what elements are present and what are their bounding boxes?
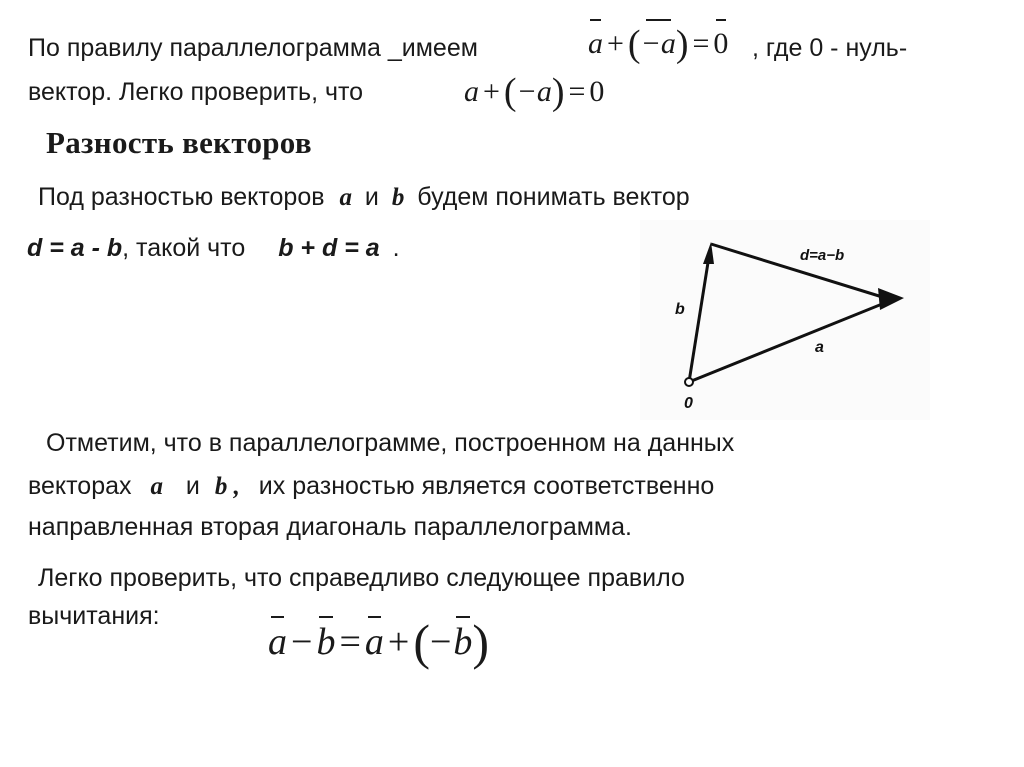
definition-relation: b + d = a xyxy=(278,234,380,262)
definition-line-2 xyxy=(27,233,400,263)
formula-var-a: a xyxy=(464,75,479,108)
definition-var-b: b xyxy=(391,184,405,211)
formula-neg-a: −a xyxy=(640,27,676,60)
formula-zero: 0 xyxy=(589,75,605,108)
definition-end: . xyxy=(392,234,400,262)
rule-line-2: вычитания: xyxy=(28,602,160,630)
definition-line-1 xyxy=(38,182,690,213)
formula-var-a: a xyxy=(588,27,603,60)
line-1-text xyxy=(28,33,478,63)
formula-b-2: b xyxy=(453,621,473,663)
label-b: b xyxy=(675,301,685,318)
note-suffix: их разностью является соответственно xyxy=(258,472,715,500)
line-2-prefix: вектор. Легко проверить, что xyxy=(28,78,364,106)
note-prefix: векторах xyxy=(28,472,132,500)
definition-var-a: a xyxy=(339,184,352,211)
formula-equals: = xyxy=(692,27,710,60)
formula-equals: = xyxy=(339,621,361,663)
line-1-formula: a + (−a) = 0 xyxy=(588,23,729,65)
line-1-prefix: По правилу параллелограмма _имеем xyxy=(28,34,478,62)
note-line-3: направленная вторая диагональ параллелограмма. xyxy=(28,513,632,541)
line-1-suffix: , где 0 - нуль- xyxy=(752,34,908,62)
definition-and: и xyxy=(364,183,379,211)
note-line-2 xyxy=(28,471,714,502)
label-d: d=a−b xyxy=(800,247,845,264)
line-2-formula: a + (−a) = 0 xyxy=(464,71,605,113)
formula-zero: 0 xyxy=(713,27,729,60)
formula-a-1: a xyxy=(268,621,287,663)
vector-difference-diagram xyxy=(640,220,930,420)
subtraction-formula: a − b = a +(−b) xyxy=(268,614,490,670)
formula-minus: − xyxy=(291,621,313,663)
formula-plus: + xyxy=(483,75,500,108)
rule-line-1: Легко проверить, что справедливо следующее правило xyxy=(38,564,685,592)
formula-neg-a: −a xyxy=(516,75,552,108)
definition-text-2: будем понимать вектор xyxy=(417,183,690,211)
label-a: a xyxy=(815,339,824,356)
note-line-1: Отметим, что в параллелограмме, построенном на данных xyxy=(46,429,735,457)
formula-neg: − xyxy=(429,621,452,663)
label-origin: 0 xyxy=(684,395,693,412)
formula-equals: = xyxy=(568,75,586,108)
diagram-background xyxy=(640,220,930,420)
section-heading xyxy=(46,125,312,161)
heading-text: Разность векторов xyxy=(46,125,312,160)
formula-a-2: a xyxy=(364,621,384,663)
definition-such-that: , такой что xyxy=(122,234,246,262)
note-var-b: b , xyxy=(214,473,240,500)
definition-formula: d = a - b xyxy=(27,234,123,262)
definition-text-1: Под разностью векторов xyxy=(38,183,325,211)
note-var-a: a xyxy=(150,473,163,500)
origin-point xyxy=(685,378,693,386)
formula-b-1: b xyxy=(316,621,336,663)
formula-plus: + xyxy=(387,621,410,663)
formula-plus: + xyxy=(607,27,624,60)
note-and: и xyxy=(185,472,200,500)
